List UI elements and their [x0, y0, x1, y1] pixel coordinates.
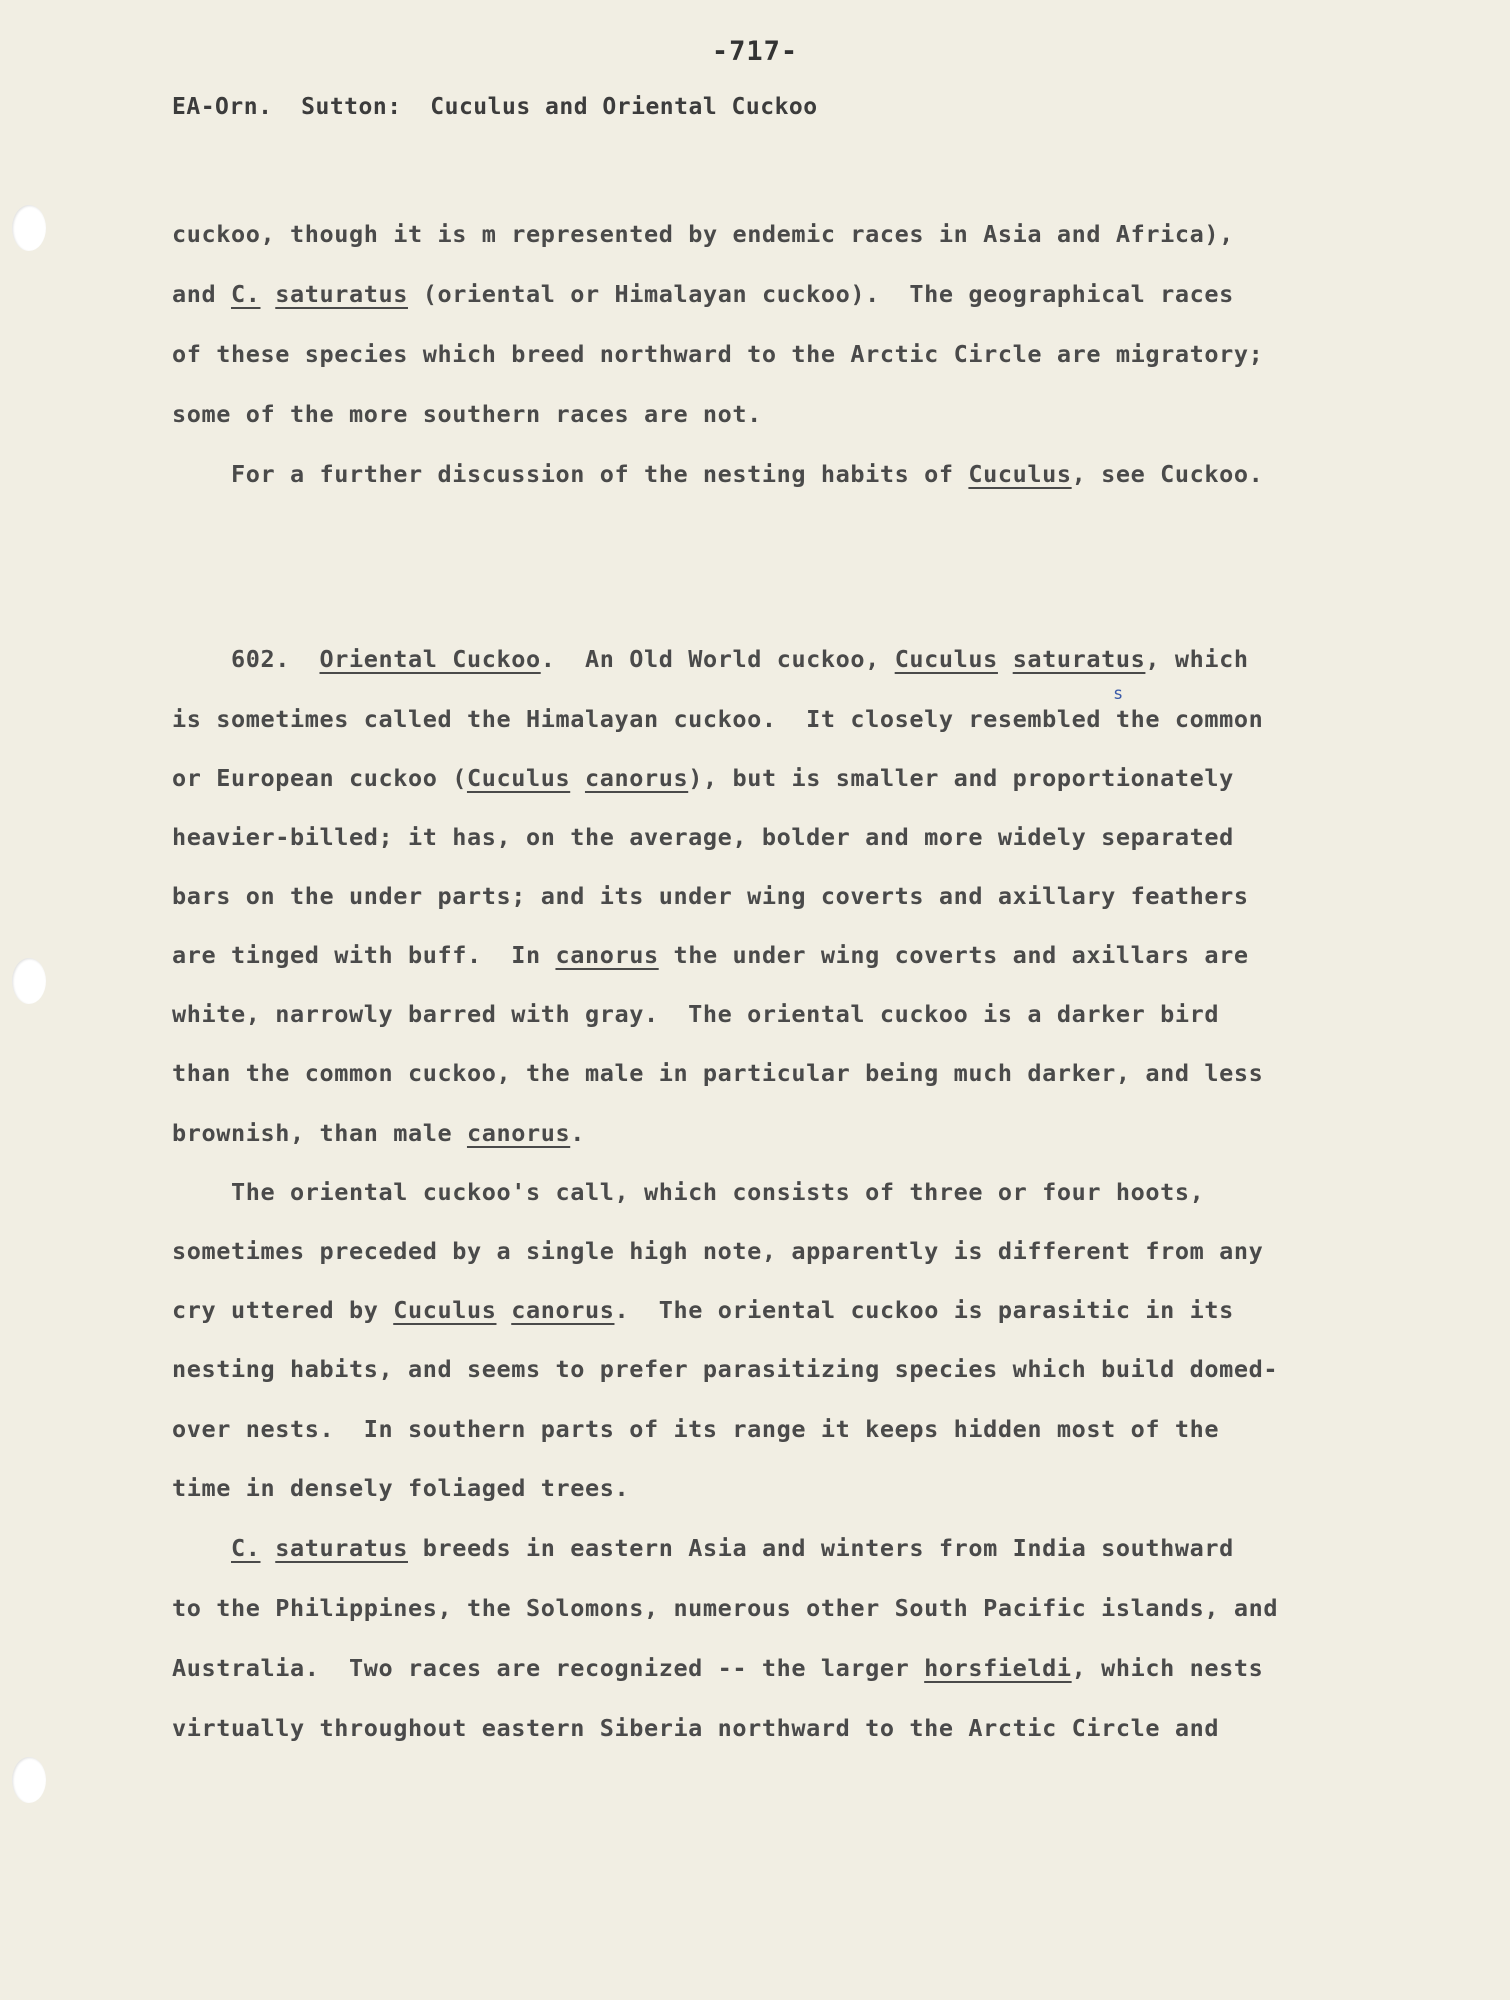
text-run: [261, 1534, 276, 1562]
underlined-term: horsfieldi: [924, 1654, 1072, 1682]
text-run: virtually throughout eastern Siberia northward to the Arctic Circle and: [172, 1714, 1220, 1742]
text-run: some of the more southern races are not.: [172, 400, 762, 428]
text-run: , which: [1145, 645, 1249, 673]
underlined-term: saturatus: [275, 1534, 408, 1562]
text-line: [172, 1534, 1234, 1562]
text-run: .: [570, 1119, 585, 1147]
text-line: [172, 280, 1234, 308]
text-line: [172, 1714, 1219, 1742]
text-line: [172, 1355, 1278, 1383]
underlined-term: canorus: [555, 941, 659, 969]
text-line: [172, 1178, 1204, 1206]
underlined-term: canorus: [466, 1119, 571, 1147]
text-run: [570, 764, 585, 792]
text-run: [261, 280, 276, 308]
text-run: For a further discussion of the nesting habits of: [172, 460, 969, 488]
text-line: [172, 400, 762, 428]
text-run: is sometimes called the Himalayan cuckoo. It closely resembled the common: [172, 705, 1264, 733]
text-run: than the common cuckoo, the male in particular being much darker, and less: [172, 1059, 1264, 1087]
text-line: [172, 1654, 1263, 1682]
text-run: , see Cuckoo.: [1071, 460, 1264, 488]
text-run: or European cuckoo (: [172, 764, 467, 792]
text-run: to the Philippines, the Solomons, numerous other South Pacific islands, and: [172, 1594, 1279, 1622]
text-run: Australia. Two races are recognized -- the larger: [172, 1654, 925, 1682]
text-run: nesting habits, and seems to prefer parasitizing species which build domed-: [172, 1355, 1279, 1383]
punch-hole: [12, 205, 46, 251]
text-run: the under wing coverts and axillars are: [658, 941, 1249, 969]
text-line: [172, 764, 1234, 792]
text-run: bars on the under parts; and its under wing coverts and axillary feathers: [172, 882, 1249, 910]
text-run: (oriental or Himalayan cuckoo). The geographical races: [407, 280, 1234, 308]
text-run: . The oriental cuckoo is parasitic in its: [614, 1296, 1234, 1324]
text-run: cry uttered by: [172, 1296, 394, 1324]
underlined-term: canorus: [511, 1296, 615, 1324]
text-run: cuckoo, though it is: [172, 220, 482, 248]
underlined-term: Cuculus: [968, 460, 1072, 488]
text-line: [172, 823, 1234, 851]
page-number: -717-: [711, 36, 799, 67]
text-run: m: [481, 220, 497, 248]
text-run: of these species which breed northward to the Arctic Circle are migratory;: [172, 340, 1264, 368]
text-run: heavier-billed; it has, on the average, bolder and more widely separated: [172, 823, 1234, 851]
underlined-term: Cuculus: [466, 764, 571, 792]
text-run: brownish, than male: [172, 1119, 467, 1147]
text-run: [172, 1534, 231, 1562]
text-run: represented by endemic races in Asia and Africa),: [496, 220, 1234, 248]
text-line: [172, 882, 1249, 910]
underlined-term: saturatus: [275, 280, 408, 308]
running-head: EA-Orn. Sutton: Cuculus and Oriental Cuckoo: [172, 94, 818, 120]
text-line: [172, 1237, 1263, 1265]
text-line: [172, 941, 1249, 969]
underlined-term: C.: [231, 280, 261, 308]
text-run: and: [172, 280, 231, 308]
text-line: [172, 1000, 1219, 1028]
text-run: time in densely foliaged trees.: [172, 1474, 630, 1502]
underlined-term: Oriental Cuckoo: [319, 645, 541, 673]
text-run: 602.: [172, 645, 320, 673]
text-line: [172, 1594, 1278, 1622]
underlined-term: Cuculus: [393, 1296, 497, 1324]
text-run: over nests. In southern parts of its range it keeps hidden most of the: [172, 1415, 1220, 1443]
text-run: white, narrowly barred with gray. The oriental cuckoo is a darker bird: [172, 1000, 1220, 1028]
punch-hole: [12, 958, 46, 1004]
underlined-term: C.: [231, 1534, 261, 1562]
text-line: [172, 1474, 629, 1502]
underlined-term: canorus: [584, 764, 689, 792]
text-line: [172, 1059, 1263, 1087]
text-run: are tinged with buff. In: [172, 941, 556, 969]
text-run: [998, 645, 1013, 673]
text-run: breeds in eastern Asia and winters from India southward: [407, 1534, 1234, 1562]
text-line: [172, 705, 1263, 733]
text-run: [496, 1296, 511, 1324]
handwritten-correction: s: [1113, 684, 1124, 704]
text-line: [172, 1119, 585, 1147]
text-line: [172, 1296, 1234, 1324]
text-run: . An Old World cuckoo,: [540, 645, 895, 673]
underlined-term: Cuculus: [894, 645, 998, 673]
text-run: ), but is smaller and proportionately: [688, 764, 1234, 792]
text-line: [172, 220, 1234, 248]
underlined-term: saturatus: [1012, 645, 1146, 673]
text-line: [172, 340, 1263, 368]
text-line: [172, 645, 1249, 673]
text-run: sometimes preceded by a single high note, apparently is different from any: [172, 1237, 1264, 1265]
punch-hole: [12, 1757, 46, 1803]
text-run: , which nests: [1071, 1654, 1264, 1682]
text-line: [172, 1415, 1219, 1443]
text-run: The oriental cuckoo's call, which consists of three or four hoots,: [172, 1178, 1205, 1206]
text-line: [172, 460, 1263, 488]
